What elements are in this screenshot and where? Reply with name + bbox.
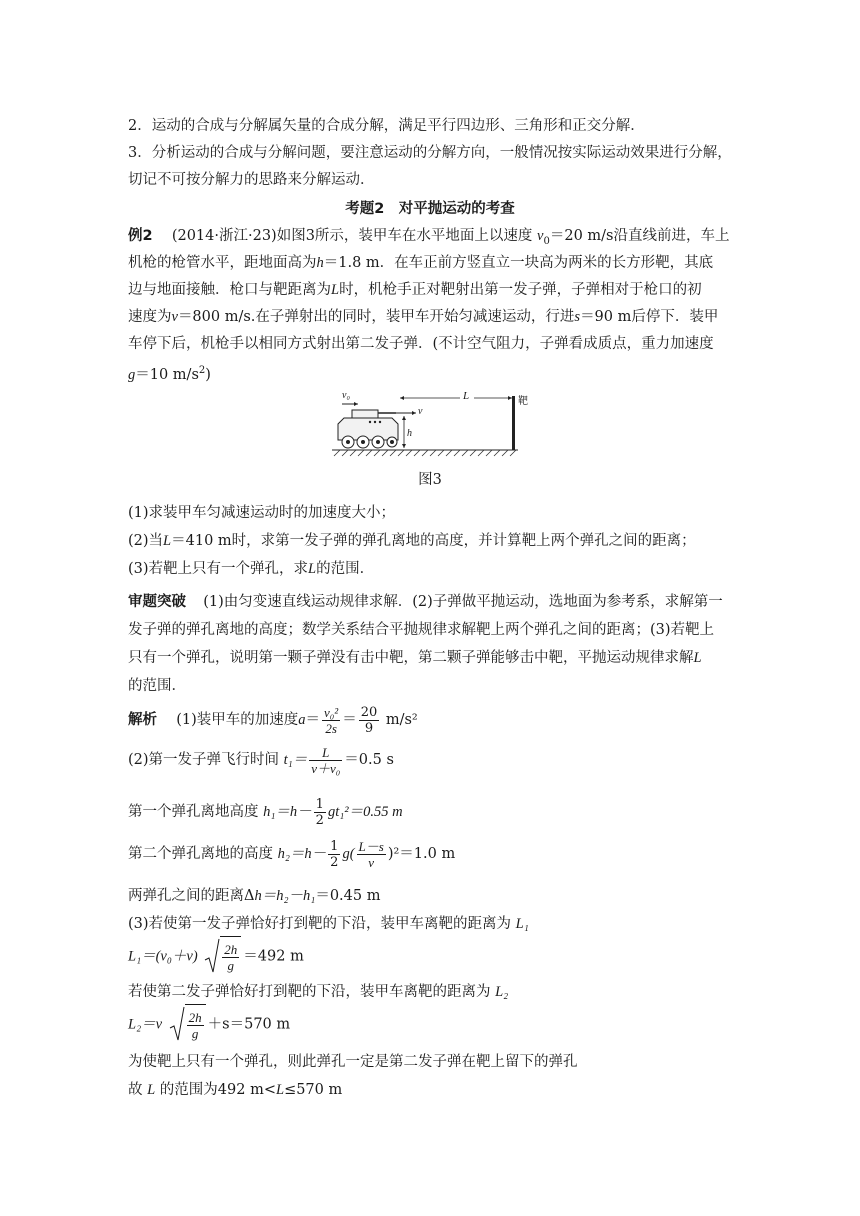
example-text-3a: 边与地面接触．枪口与靶距离为: [128, 282, 331, 298]
example-L: L: [331, 282, 340, 298]
sqrt2-num: 2h: [188, 1009, 202, 1025]
solution-4a: 第二个弹孔离地的高度: [128, 846, 273, 862]
example-line-1: 例2 (2014·浙江·23)如图3所示，装甲车在水平地面上以速度 $v_0=20$ m/s沿直线前进，车上: [128, 228, 730, 247]
frac-ls-den: v: [368, 854, 375, 870]
example-v: v: [171, 309, 178, 325]
solution-line-11: [128, 1080, 342, 1100]
solution-line-3: [128, 794, 403, 830]
solution-3-h: h₁＝h－: [263, 804, 312, 820]
section-title: 考题2 对平抛运动的考查: [345, 201, 515, 217]
question-3-L: L: [308, 561, 317, 577]
example-text-2a: 机枪的枪管水平，距地面高为: [128, 255, 317, 271]
example-line-5: 车停下后，机枪手以相同方式射出第二发子弹．(不计空气阻力，子弹看成质点，重力加速度: [128, 336, 714, 352]
example-line-4: [128, 307, 718, 327]
example-h: h: [316, 255, 324, 271]
question-2: [128, 531, 696, 551]
question-2b: ＝410 m时，求第一发子弹的弹孔离地的高度，并计算靶上两个弹孔之间的距离；: [171, 533, 696, 549]
solution-2a: (2)第一发子弹飞行时间: [128, 752, 280, 768]
solution-line-8: [128, 982, 508, 1002]
solution-11a: 故: [128, 1082, 143, 1098]
solution-line-10: 为使靶上只有一个弹孔，则此弹孔一定是第二发子弹在靶上留下的弹孔: [128, 1054, 578, 1070]
solution-4-h: h₂＝h－: [277, 846, 327, 862]
example-text-2b: ＝1.8 m．在车正前方竖直立一块高为两米的长方形靶，其底: [323, 255, 714, 271]
label-h: h: [407, 428, 412, 439]
frac-half2-den: 2: [330, 854, 339, 870]
hint-L: L: [693, 650, 702, 666]
example-text-6c: ): [205, 366, 211, 383]
solution-line-9: [128, 1004, 290, 1044]
fraction-t: [309, 745, 342, 776]
solution-t1: t₁＝: [283, 752, 308, 768]
solution-6-L: L₁: [515, 916, 529, 932]
frac-t-num: L: [309, 745, 342, 761]
figure-caption: 图3: [418, 472, 442, 488]
solution-6: (3)若使第一发子弹恰好打到靶的下沿，装甲车离靶的距离为: [128, 916, 512, 932]
frac-den: 2s: [325, 720, 337, 736]
solution-line-2: [128, 742, 394, 778]
sqrt-1: [204, 936, 241, 977]
frac-half-num: 1: [315, 796, 324, 812]
example-g: g: [128, 366, 136, 383]
example-text-4c: ＝90 m后停下．装甲: [580, 309, 719, 325]
solution-unit: m/s²: [385, 712, 418, 728]
solution-8-L: L₂: [495, 984, 509, 1000]
example-label: 例2: [128, 228, 153, 244]
hint-line-3: [128, 648, 702, 668]
example-line-3: [128, 280, 702, 300]
example-text-4b: ＝800 m/s.在子弹射出的同时，装甲车开始匀减速运动，行进: [177, 309, 575, 325]
solution-label: 解析: [128, 712, 157, 728]
label-L: L: [463, 390, 470, 402]
example-s: s: [574, 309, 581, 325]
solution-7a: L₁＝(v₀＋v): [128, 948, 198, 965]
example-text-6b: ＝10 m/s: [135, 366, 199, 383]
fraction-half-1: [314, 797, 326, 828]
intro-line-2: 2．运动的合成与分解属矢量的合成分解，满足平行四边形、三角形和正交分解．: [128, 118, 645, 134]
figure-tank-target: [330, 388, 530, 462]
fraction-a2: [359, 705, 380, 736]
intro-line-3a: 3．分析运动的合成与分解问题，要注意运动的分解方向，一般情况按实际运动效果进行分解，: [128, 145, 732, 161]
solution-line-6: [128, 914, 529, 934]
solution-line-7: [128, 936, 304, 976]
sqrt2-den: g: [191, 1025, 199, 1041]
frac-t-den: v＋v₀: [311, 760, 341, 776]
intro-line-3b: 切记不可按分解力的思路来分解运动．: [128, 172, 375, 188]
sqrt-2: [169, 1004, 206, 1045]
example-text-4a: 速度为: [128, 309, 172, 325]
solution-4-tail: )²＝1.0 m: [387, 846, 456, 862]
solution-11-L2: L: [275, 1082, 285, 1098]
solution-9-res: ＋s＝570 m: [207, 1016, 291, 1033]
frac-ls-num: L－s: [358, 838, 384, 854]
example-sup: 2: [198, 365, 206, 376]
label-target: 靶: [518, 396, 528, 407]
question-1: (1)求装甲车匀减速运动时的加速度大小；: [128, 505, 396, 521]
solution-9a: L₂＝v: [128, 1016, 163, 1033]
frac-num: v₀²: [324, 704, 339, 720]
frac-den2: 9: [364, 720, 374, 736]
hint-line-1: [128, 592, 723, 612]
solution-5a: 两弹孔之间的距离Δ: [128, 888, 255, 904]
frac-half2-num: 1: [330, 838, 339, 854]
example-line-6: [128, 361, 211, 385]
example-line-2: [128, 253, 713, 273]
solution-4-g: g(: [342, 846, 355, 862]
fraction-half-2: [328, 839, 340, 870]
hint-text-3a: 只有一个弹孔，说明第一颗子弹没有击中靶，第二颗子弹能够击中靶，平抛运动规律求解: [128, 650, 694, 666]
example-text-1: (2014·浙江·23)如图3所示，装甲车在水平地面上以速度: [171, 228, 533, 244]
example-text-3b: 时，机枪手正对靶射出第一发子弹，子弹相对于枪口的初: [339, 282, 702, 298]
example-text-1-tail: ＝20 m/s沿直线前进，车上: [549, 228, 730, 244]
hint-line-4: 的范围．: [128, 678, 186, 694]
tank-diagram: [330, 388, 530, 458]
label-v: v: [418, 406, 423, 417]
solution-8: 若使第二发子弹恰好打到靶的下沿，装甲车离靶的距离为: [128, 984, 491, 1000]
solution-5-h: h＝h₂－h₁: [254, 888, 316, 904]
label-v0: v₀: [342, 390, 350, 401]
sqrt1-num: 2h: [224, 941, 238, 957]
hint-line-2: 发子弹的弹孔离地的高度；数学关系结合平抛规律求解靶上两个弹孔之间的距离；(3)若靶上: [128, 622, 715, 638]
question-3: [128, 559, 374, 579]
frac-half-den: 2: [315, 812, 324, 828]
hint-label: 审题突破: [128, 594, 186, 610]
solution-a: a: [298, 712, 306, 728]
solution-eq: ＝: [305, 712, 321, 728]
question-2a: (2)当: [128, 533, 164, 549]
fraction-a: [322, 705, 340, 736]
solution-line-4: [128, 834, 455, 874]
question-2-L: L: [163, 533, 172, 549]
solution-7-res: ＝492 m: [243, 948, 304, 965]
solution-line-5: [128, 886, 380, 906]
solution-11-L: L: [147, 1082, 156, 1098]
solution-11b: 的范围为492 m<: [159, 1082, 276, 1098]
example-v0: v: [537, 228, 544, 244]
solution-3-tail: gt₁²＝0.55 m: [327, 804, 403, 820]
solution-line-1: 解析 (1)装甲车的加速度a＝ $\frac{\text{v₀²}}{2s}$ ＝ $\frac{20}{9}$ m/s²: [128, 704, 418, 736]
sqrt1-den: g: [227, 957, 235, 973]
question-3b: 的范围．: [316, 561, 375, 577]
frac-num2: 20: [360, 704, 378, 720]
question-3a: (3)若靶上只有一个弹孔，求: [128, 561, 309, 577]
fraction-ls: [357, 839, 386, 870]
hint-text-1: (1)由匀变速直线运动规律求解．(2)子弹做平抛运动，选地面为参考系，求解第一: [203, 594, 723, 610]
solution-11c: ≤570 m: [284, 1082, 343, 1098]
solution-3a: 第一个弹孔离地高度: [128, 804, 259, 820]
solution-2-res: ＝0.5 s: [344, 752, 394, 768]
solution-5-res: ＝0.45 m: [315, 888, 381, 904]
solution-1a: (1)装甲车的加速度: [176, 712, 299, 728]
